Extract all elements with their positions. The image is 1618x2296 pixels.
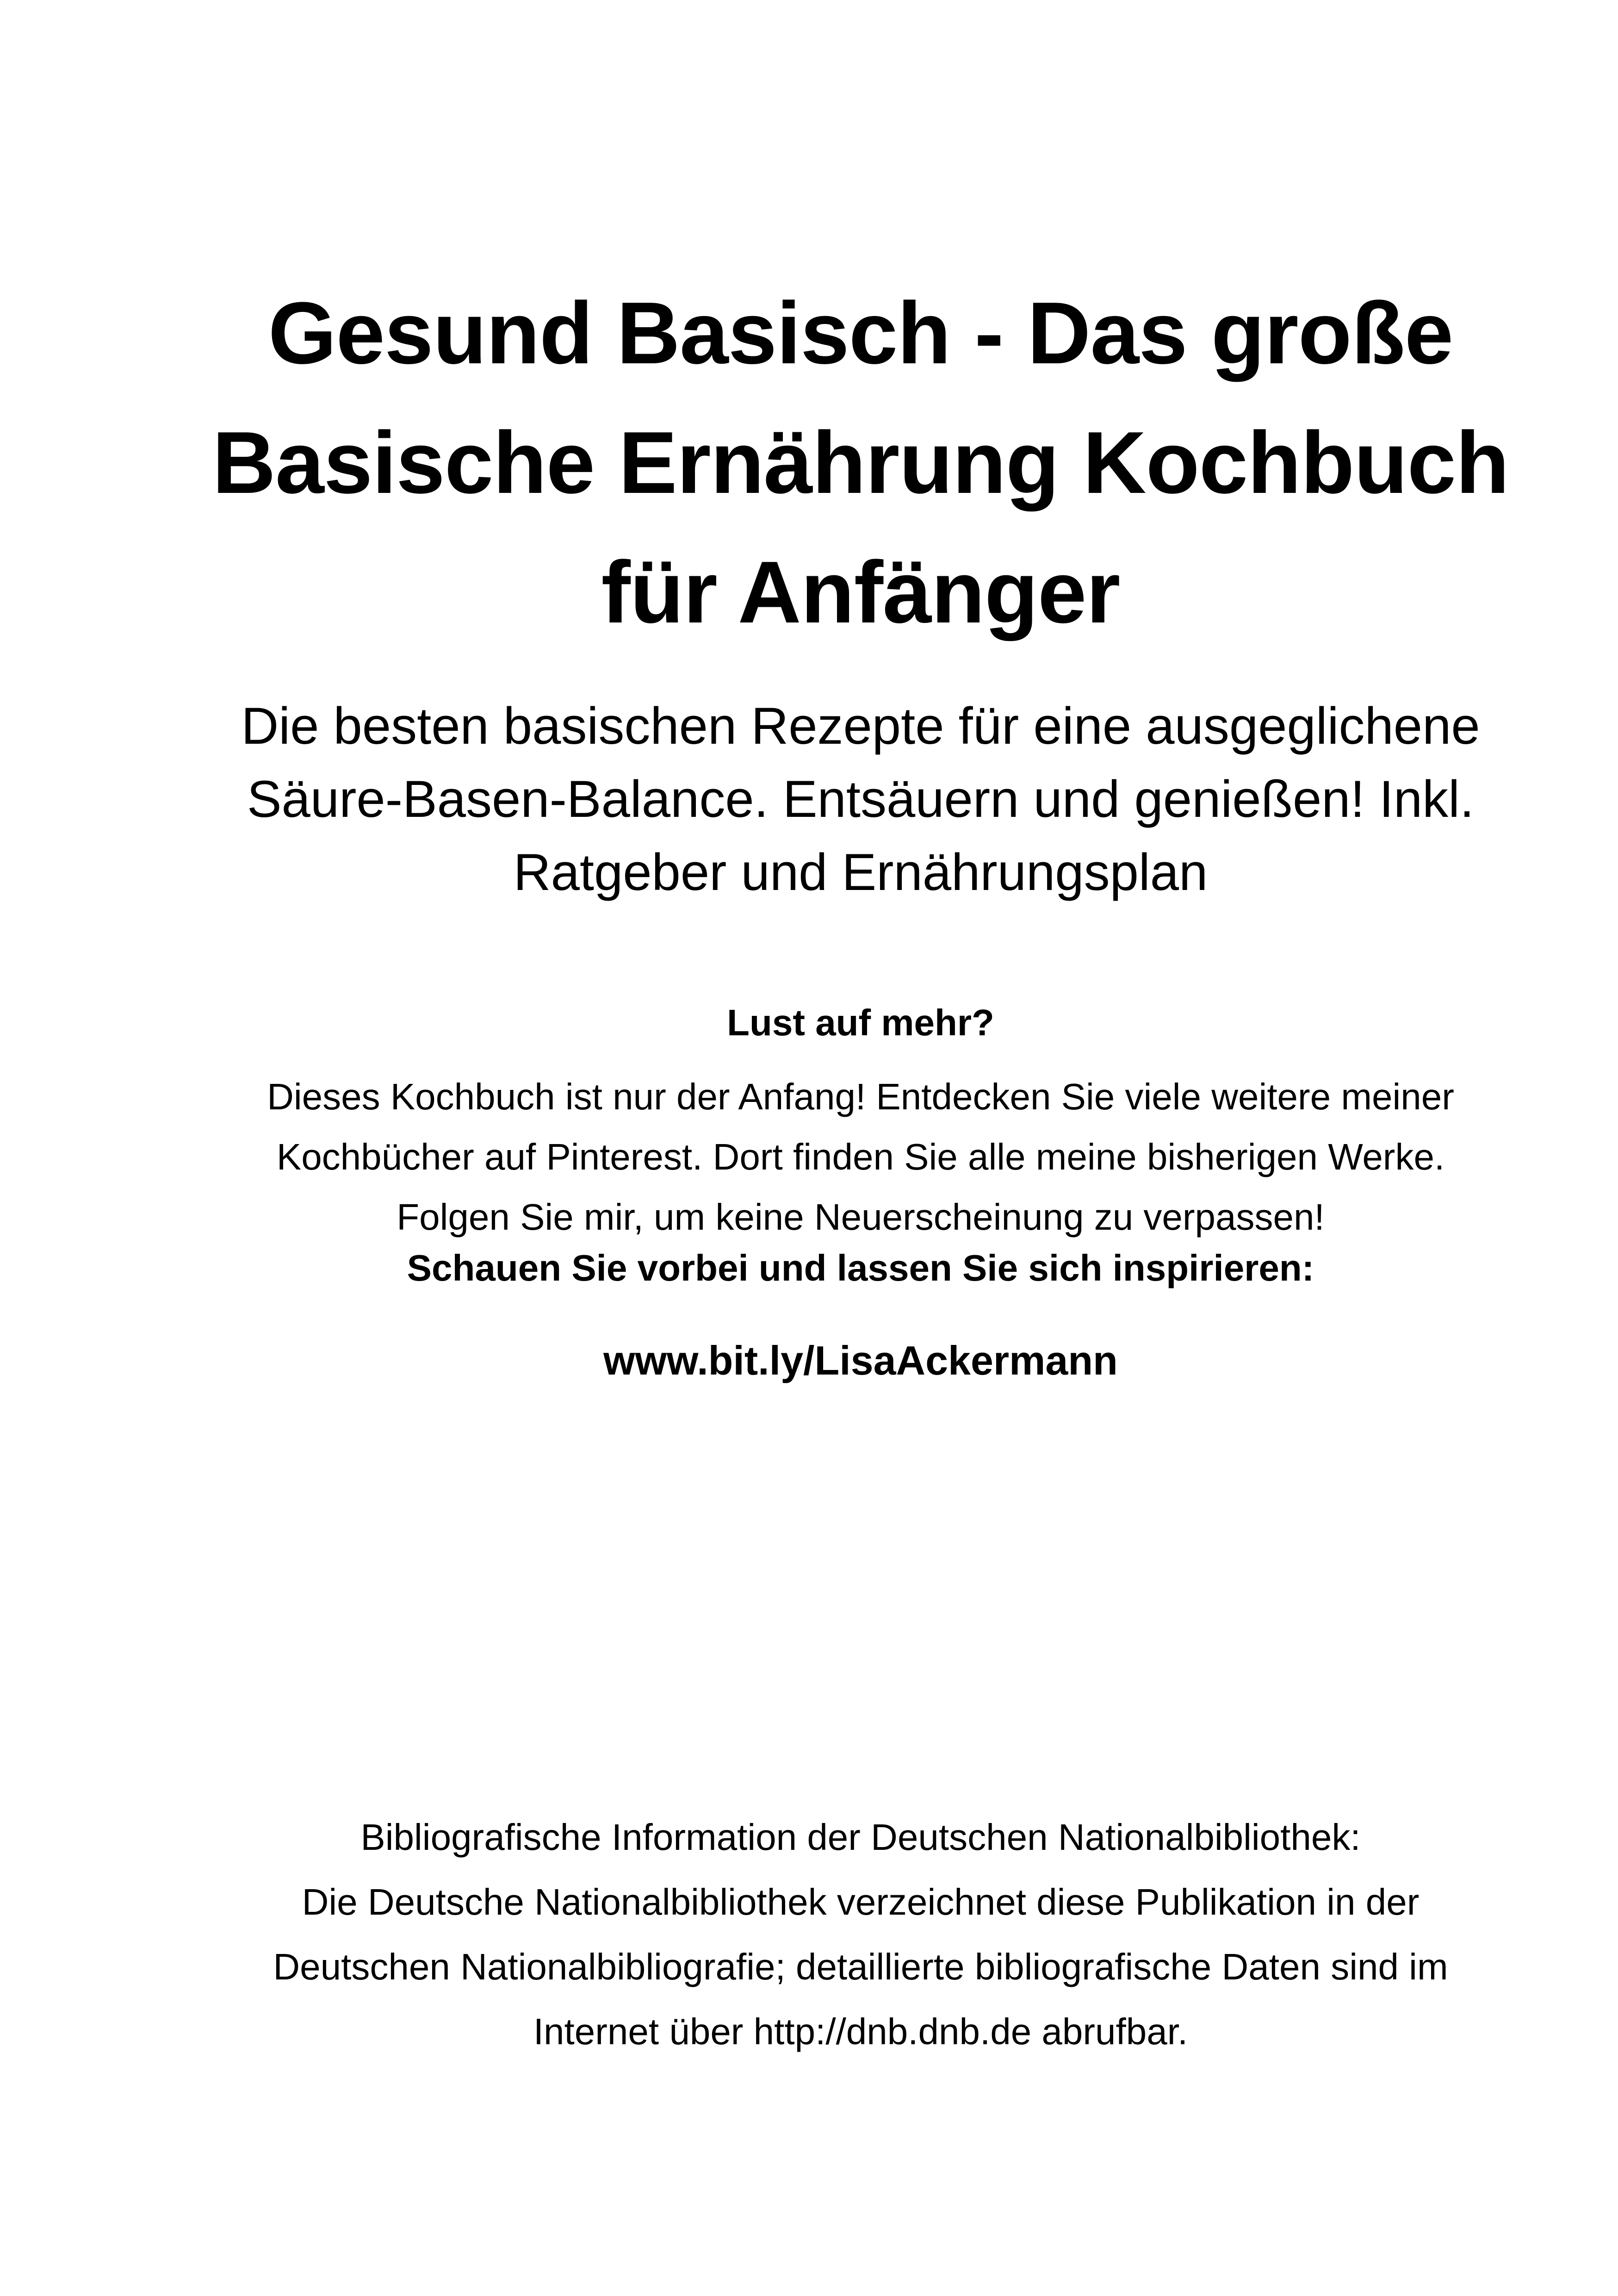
bibliographic-line: Deutschen Nationalbibliografie; detaillierte bibliografische Daten sind im: [273, 1946, 1448, 1987]
promo-body-line: Dieses Kochbuch ist nur der Anfang! Entdecken Sie viele weitere meiner: [267, 1076, 1454, 1117]
bibliographic-information: [176, 1805, 1545, 2064]
bibliographic-line: Die Deutsche Nationalbibliothek verzeichnet diese Publikation in der: [302, 1881, 1420, 1923]
book-subtitle-line: Ratgeber und Ernährungsplan: [513, 843, 1208, 901]
book-subtitle-line: Säure-Basen-Balance. Entsäuern und genießen! Inkl.: [247, 770, 1475, 828]
book-subtitle-line: Die besten basischen Rezepte für eine ausgeglichene: [241, 697, 1480, 755]
bibliographic-line: Internet über http://dnb.dnb.de abrufbar.: [533, 2011, 1188, 2052]
bibliographic-line: Bibliografische Information der Deutschen Nationalbibliothek:: [360, 1817, 1361, 1858]
promo-body-line: Folgen Sie mir, um keine Neuerscheinung zu verpassen!: [397, 1196, 1325, 1238]
promo-call-to-action: Schauen Sie vorbei und lassen Sie sich inspirieren:: [407, 1247, 1314, 1288]
book-subtitle: [176, 690, 1545, 909]
promo-url-link[interactable]: www.bit.ly/LisaAckermann: [603, 1338, 1118, 1383]
promo-heading: Lust auf mehr?: [727, 1002, 994, 1043]
promo-body-line: Kochbücher auf Pinterest. Dort finden Sie alle meine bisherigen Werke.: [276, 1136, 1445, 1177]
book-title-line: Gesund Basisch - Das große: [268, 284, 1453, 382]
book-title-line: Basische Ernährung Kochbuch: [212, 414, 1509, 512]
book-title: [176, 268, 1545, 657]
book-title-line: für Anfänger: [601, 543, 1120, 641]
promo-body: [176, 1067, 1545, 1247]
